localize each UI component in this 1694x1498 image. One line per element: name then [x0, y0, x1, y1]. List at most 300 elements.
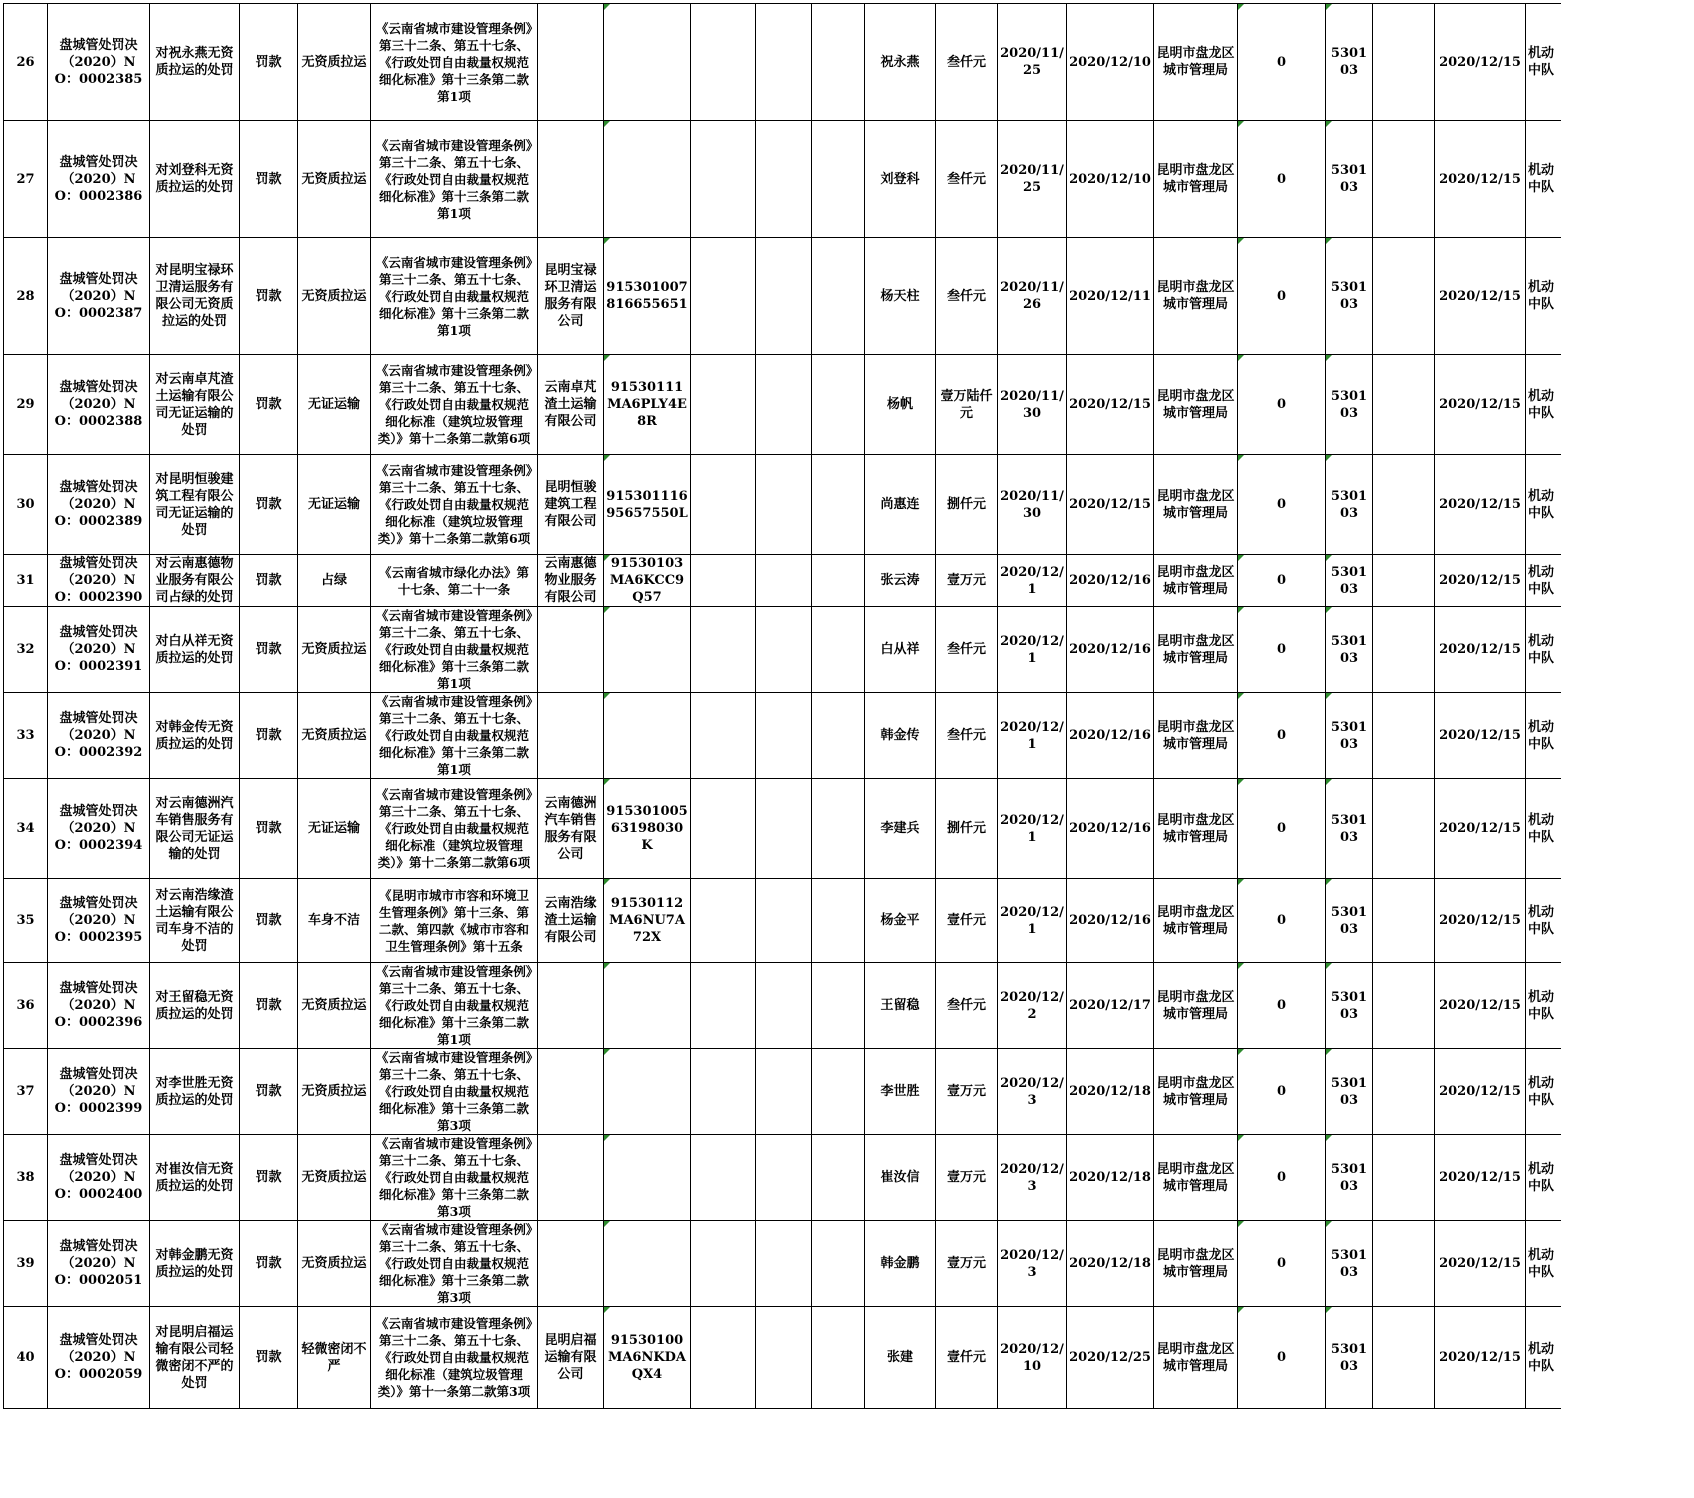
valid-date: 2020/12/18 — [1067, 1049, 1154, 1135]
table-row — [4, 1307, 1561, 1409]
row-number: 32 — [4, 607, 48, 693]
empty-cell-a — [691, 607, 756, 693]
violation: 无证运输 — [298, 455, 371, 555]
legal-basis: 《云南省城市建设管理条例》第三十二条、第五十七条、《行政处罚自由裁量权规范细化标准（建筑垃圾管理类）》第十二条第二款第6项 — [371, 779, 538, 879]
empty-cell-c — [812, 455, 865, 555]
empty-cell-b — [756, 779, 812, 879]
decision-date: 2020/12/3 — [998, 1221, 1067, 1307]
valid-date: 2020/12/10 — [1067, 4, 1154, 121]
decision-number: 盘城管处罚决（2020）NO：0002394 — [48, 779, 150, 879]
area-code: 530103 — [1326, 963, 1373, 1049]
unit-name: 机动中队 — [1526, 963, 1561, 1049]
empty-cell-b — [756, 693, 812, 779]
empty-cell-b — [756, 1135, 812, 1221]
company-name — [538, 607, 604, 693]
valid-date: 2020/12/17 — [1067, 963, 1154, 1049]
status-flag: 0 — [1238, 1049, 1326, 1135]
penalty-records-table — [3, 3, 1561, 1409]
table-row — [4, 455, 1561, 555]
empty-cell-b — [756, 1049, 812, 1135]
valid-date: 2020/12/15 — [1067, 355, 1154, 455]
legal-basis: 《云南省城市建设管理条例》第三十二条、第五十七条、《行政处罚自由裁量权规范细化标准（建筑垃圾管理类）》第十一条第二款第3项 — [371, 1307, 538, 1409]
empty-cell-a — [691, 1307, 756, 1409]
decision-number: 盘城管处罚决（2020）NO：0002391 — [48, 607, 150, 693]
status-flag: 0 — [1238, 693, 1326, 779]
table-row — [4, 1049, 1561, 1135]
company-name: 云南惠德物业服务有限公司 — [538, 555, 604, 607]
credit-code — [604, 693, 691, 779]
decision-number: 盘城管处罚决（2020）NO：0002389 — [48, 455, 150, 555]
unit-name: 机动中队 — [1526, 1135, 1561, 1221]
empty-cell-d — [1373, 1221, 1435, 1307]
credit-code: 91530111695657550L — [604, 455, 691, 555]
valid-date: 2020/12/16 — [1067, 555, 1154, 607]
legal-person: 王留稳 — [865, 963, 936, 1049]
credit-code: 915301007816655651 — [604, 238, 691, 355]
legal-basis: 《云南省城市建设管理条例》第三十二条、第五十七条、《行政处罚自由裁量权规范细化标准》第十三条第二款第1项 — [371, 238, 538, 355]
empty-cell-a — [691, 779, 756, 879]
penalty-type: 罚款 — [240, 963, 298, 1049]
violation: 无证运输 — [298, 779, 371, 879]
publish-date: 2020/12/15 — [1435, 1049, 1526, 1135]
row-number: 28 — [4, 238, 48, 355]
empty-cell-a — [691, 1221, 756, 1307]
valid-date: 2020/12/18 — [1067, 1221, 1154, 1307]
company-name: 云南德洲汽车销售服务有限公司 — [538, 779, 604, 879]
unit-name: 机动中队 — [1526, 1221, 1561, 1307]
authority-name: 昆明市盘龙区城市管理局 — [1154, 779, 1238, 879]
legal-basis: 《云南省城市建设管理条例》第三十二条、第五十七条、《行政处罚自由裁量权规范细化标准（建筑垃圾管理类）》第十二条第二款第6项 — [371, 455, 538, 555]
penalty-amount: 捌仟元 — [936, 779, 998, 879]
violation: 轻微密闭不严 — [298, 1307, 371, 1409]
case-name: 对韩金传无资质拉运的处罚 — [150, 693, 240, 779]
status-flag: 0 — [1238, 555, 1326, 607]
penalty-amount: 捌仟元 — [936, 455, 998, 555]
publish-date: 2020/12/15 — [1435, 4, 1526, 121]
row-number: 30 — [4, 455, 48, 555]
unit-name: 机动中队 — [1526, 455, 1561, 555]
empty-cell-c — [812, 779, 865, 879]
unit-name: 机动中队 — [1526, 879, 1561, 963]
decision-date: 2020/11/25 — [998, 4, 1067, 121]
case-name: 对王留稳无资质拉运的处罚 — [150, 963, 240, 1049]
company-name — [538, 693, 604, 779]
credit-code: 91530103MA6KCC9Q57 — [604, 555, 691, 607]
legal-person: 韩金鹏 — [865, 1221, 936, 1307]
empty-cell-d — [1373, 455, 1435, 555]
company-name — [538, 1221, 604, 1307]
decision-date: 2020/12/1 — [998, 879, 1067, 963]
empty-cell-c — [812, 963, 865, 1049]
authority-name: 昆明市盘龙区城市管理局 — [1154, 879, 1238, 963]
legal-basis: 《云南省城市建设管理条例》第三十二条、第五十七条、《行政处罚自由裁量权规范细化标准》第十三条第二款第3项 — [371, 1049, 538, 1135]
company-name — [538, 1135, 604, 1221]
empty-cell-d — [1373, 607, 1435, 693]
empty-cell-c — [812, 555, 865, 607]
publish-date: 2020/12/15 — [1435, 693, 1526, 779]
authority-name: 昆明市盘龙区城市管理局 — [1154, 355, 1238, 455]
decision-date: 2020/12/1 — [998, 555, 1067, 607]
empty-cell-a — [691, 1135, 756, 1221]
valid-date: 2020/12/25 — [1067, 1307, 1154, 1409]
row-number: 33 — [4, 693, 48, 779]
publish-date: 2020/12/15 — [1435, 1307, 1526, 1409]
case-name: 对刘登科无资质拉运的处罚 — [150, 121, 240, 238]
table-row — [4, 238, 1561, 355]
row-number: 34 — [4, 779, 48, 879]
publish-date: 2020/12/15 — [1435, 555, 1526, 607]
empty-cell-d — [1373, 121, 1435, 238]
empty-cell-d — [1373, 1307, 1435, 1409]
violation: 无资质拉运 — [298, 1135, 371, 1221]
empty-cell-a — [691, 455, 756, 555]
credit-code — [604, 1221, 691, 1307]
credit-code: 91530100MA6NKDAQX4 — [604, 1307, 691, 1409]
unit-name: 机动中队 — [1526, 121, 1561, 238]
empty-cell-a — [691, 693, 756, 779]
decision-date: 2020/12/10 — [998, 1307, 1067, 1409]
empty-cell-b — [756, 121, 812, 238]
valid-date: 2020/12/16 — [1067, 779, 1154, 879]
authority-name: 昆明市盘龙区城市管理局 — [1154, 455, 1238, 555]
empty-cell-a — [691, 238, 756, 355]
valid-date: 2020/12/10 — [1067, 121, 1154, 238]
publish-date: 2020/12/15 — [1435, 238, 1526, 355]
credit-code — [604, 4, 691, 121]
empty-cell-d — [1373, 1049, 1435, 1135]
penalty-type: 罚款 — [240, 779, 298, 879]
empty-cell-a — [691, 963, 756, 1049]
area-code: 530103 — [1326, 1221, 1373, 1307]
area-code: 530103 — [1326, 1049, 1373, 1135]
row-number: 39 — [4, 1221, 48, 1307]
empty-cell-a — [691, 1049, 756, 1135]
penalty-amount: 壹仟元 — [936, 879, 998, 963]
decision-number: 盘城管处罚决（2020）NO：0002387 — [48, 238, 150, 355]
area-code: 530103 — [1326, 1135, 1373, 1221]
credit-code — [604, 121, 691, 238]
unit-name: 机动中队 — [1526, 355, 1561, 455]
empty-cell-d — [1373, 355, 1435, 455]
penalty-type: 罚款 — [240, 879, 298, 963]
authority-name: 昆明市盘龙区城市管理局 — [1154, 238, 1238, 355]
status-flag: 0 — [1238, 1221, 1326, 1307]
case-name: 对昆明启福运输有限公司轻微密闭不严的处罚 — [150, 1307, 240, 1409]
empty-cell-c — [812, 355, 865, 455]
penalty-type: 罚款 — [240, 238, 298, 355]
legal-person: 杨帆 — [865, 355, 936, 455]
area-code: 530103 — [1326, 238, 1373, 355]
empty-cell-b — [756, 963, 812, 1049]
empty-cell-d — [1373, 4, 1435, 121]
empty-cell-d — [1373, 1135, 1435, 1221]
table-row — [4, 355, 1561, 455]
decision-number: 盘城管处罚决（2020）NO：0002059 — [48, 1307, 150, 1409]
empty-cell-b — [756, 607, 812, 693]
authority-name: 昆明市盘龙区城市管理局 — [1154, 693, 1238, 779]
unit-name: 机动中队 — [1526, 238, 1561, 355]
empty-cell-c — [812, 879, 865, 963]
decision-number: 盘城管处罚决（2020）NO：0002385 — [48, 4, 150, 121]
status-flag: 0 — [1238, 779, 1326, 879]
area-code: 530103 — [1326, 355, 1373, 455]
valid-date: 2020/12/16 — [1067, 693, 1154, 779]
table-row — [4, 4, 1561, 121]
area-code: 530103 — [1326, 4, 1373, 121]
decision-date: 2020/11/30 — [998, 455, 1067, 555]
publish-date: 2020/12/15 — [1435, 879, 1526, 963]
legal-basis: 《云南省城市建设管理条例》第三十二条、第五十七条、《行政处罚自由裁量权规范细化标准》第十三条第二款第1项 — [371, 607, 538, 693]
penalty-type: 罚款 — [240, 1307, 298, 1409]
legal-basis: 《云南省城市建设管理条例》第三十二条、第五十七条、《行政处罚自由裁量权规范细化标准》第十三条第二款第1项 — [371, 693, 538, 779]
company-name: 昆明恒骏建筑工程有限公司 — [538, 455, 604, 555]
credit-code: 91530111MA6PLY4E8R — [604, 355, 691, 455]
company-name — [538, 1049, 604, 1135]
decision-number: 盘城管处罚决（2020）NO：0002392 — [48, 693, 150, 779]
status-flag: 0 — [1238, 455, 1326, 555]
empty-cell-b — [756, 879, 812, 963]
row-number: 37 — [4, 1049, 48, 1135]
decision-number: 盘城管处罚决（2020）NO：0002400 — [48, 1135, 150, 1221]
empty-cell-b — [756, 1221, 812, 1307]
valid-date: 2020/12/11 — [1067, 238, 1154, 355]
unit-name: 机动中队 — [1526, 779, 1561, 879]
credit-code — [604, 607, 691, 693]
penalty-amount: 叁仟元 — [936, 238, 998, 355]
legal-basis: 《云南省城市建设管理条例》第三十二条、第五十七条、《行政处罚自由裁量权规范细化标准》第十三条第二款第1项 — [371, 4, 538, 121]
authority-name: 昆明市盘龙区城市管理局 — [1154, 1049, 1238, 1135]
penalty-type: 罚款 — [240, 121, 298, 238]
violation: 无证运输 — [298, 355, 371, 455]
case-name: 对昆明宝禄环卫清运服务有限公司无资质拉运的处罚 — [150, 238, 240, 355]
authority-name: 昆明市盘龙区城市管理局 — [1154, 963, 1238, 1049]
status-flag: 0 — [1238, 607, 1326, 693]
status-flag: 0 — [1238, 4, 1326, 121]
empty-cell-d — [1373, 238, 1435, 355]
decision-date: 2020/12/1 — [998, 779, 1067, 879]
legal-person: 张云涛 — [865, 555, 936, 607]
publish-date: 2020/12/15 — [1435, 1221, 1526, 1307]
company-name — [538, 121, 604, 238]
valid-date: 2020/12/18 — [1067, 1135, 1154, 1221]
decision-number: 盘城管处罚决（2020）NO：0002395 — [48, 879, 150, 963]
authority-name: 昆明市盘龙区城市管理局 — [1154, 1307, 1238, 1409]
violation: 无资质拉运 — [298, 121, 371, 238]
publish-date: 2020/12/15 — [1435, 355, 1526, 455]
case-name: 对云南德洲汽车销售服务有限公司无证运输的处罚 — [150, 779, 240, 879]
empty-cell-a — [691, 355, 756, 455]
violation: 无资质拉运 — [298, 963, 371, 1049]
row-number: 29 — [4, 355, 48, 455]
decision-date: 2020/12/3 — [998, 1049, 1067, 1135]
case-name: 对李世胜无资质拉运的处罚 — [150, 1049, 240, 1135]
area-code: 530103 — [1326, 879, 1373, 963]
legal-person: 刘登科 — [865, 121, 936, 238]
valid-date: 2020/12/15 — [1067, 455, 1154, 555]
penalty-type: 罚款 — [240, 607, 298, 693]
legal-person: 韩金传 — [865, 693, 936, 779]
legal-basis: 《云南省城市建设管理条例》第三十二条、第五十七条、《行政处罚自由裁量权规范细化标准（建筑垃圾管理类）》第十二条第二款第6项 — [371, 355, 538, 455]
empty-cell-c — [812, 121, 865, 238]
credit-code — [604, 1049, 691, 1135]
authority-name: 昆明市盘龙区城市管理局 — [1154, 555, 1238, 607]
status-flag: 0 — [1238, 879, 1326, 963]
legal-person: 李世胜 — [865, 1049, 936, 1135]
area-code: 530103 — [1326, 1307, 1373, 1409]
valid-date: 2020/12/16 — [1067, 879, 1154, 963]
table-row — [4, 963, 1561, 1049]
company-name: 云南浩缘渣土运输有限公司 — [538, 879, 604, 963]
legal-person: 祝永燕 — [865, 4, 936, 121]
publish-date: 2020/12/15 — [1435, 963, 1526, 1049]
table-row — [4, 555, 1561, 607]
empty-cell-d — [1373, 963, 1435, 1049]
row-number: 36 — [4, 963, 48, 1049]
violation: 占绿 — [298, 555, 371, 607]
empty-cell-d — [1373, 879, 1435, 963]
legal-basis: 《云南省城市绿化办法》第十七条、第二十一条 — [371, 555, 538, 607]
empty-cell-a — [691, 121, 756, 238]
publish-date: 2020/12/15 — [1435, 1135, 1526, 1221]
case-name: 对云南惠德物业服务有限公司占绿的处罚 — [150, 555, 240, 607]
company-name — [538, 4, 604, 121]
penalty-type: 罚款 — [240, 555, 298, 607]
unit-name: 机动中队 — [1526, 4, 1561, 121]
penalty-amount: 叁仟元 — [936, 121, 998, 238]
legal-person: 尚惠连 — [865, 455, 936, 555]
row-number: 38 — [4, 1135, 48, 1221]
table-row — [4, 1221, 1561, 1307]
decision-date: 2020/11/30 — [998, 355, 1067, 455]
penalty-amount: 壹万元 — [936, 1049, 998, 1135]
area-code: 530103 — [1326, 455, 1373, 555]
penalty-amount: 壹万元 — [936, 1135, 998, 1221]
penalty-amount: 壹仟元 — [936, 1307, 998, 1409]
penalty-amount: 壹万元 — [936, 1221, 998, 1307]
penalty-type: 罚款 — [240, 693, 298, 779]
legal-basis: 《云南省城市建设管理条例》第三十二条、第五十七条、《行政处罚自由裁量权规范细化标准》第十三条第二款第1项 — [371, 121, 538, 238]
decision-number: 盘城管处罚决（2020）NO：0002051 — [48, 1221, 150, 1307]
empty-cell-d — [1373, 555, 1435, 607]
legal-person: 张建 — [865, 1307, 936, 1409]
status-flag: 0 — [1238, 121, 1326, 238]
legal-basis: 《云南省城市建设管理条例》第三十二条、第五十七条、《行政处罚自由裁量权规范细化标准》第十三条第二款第3项 — [371, 1135, 538, 1221]
authority-name: 昆明市盘龙区城市管理局 — [1154, 1135, 1238, 1221]
empty-cell-c — [812, 693, 865, 779]
table-row — [4, 879, 1561, 963]
case-name: 对云南浩缘渣土运输有限公司车身不洁的处罚 — [150, 879, 240, 963]
decision-date: 2020/11/26 — [998, 238, 1067, 355]
case-name: 对云南卓芃渣土运输有限公司无证运输的处罚 — [150, 355, 240, 455]
empty-cell-b — [756, 4, 812, 121]
empty-cell-a — [691, 555, 756, 607]
penalty-type: 罚款 — [240, 4, 298, 121]
decision-number: 盘城管处罚决（2020）NO：0002386 — [48, 121, 150, 238]
empty-cell-b — [756, 1307, 812, 1409]
unit-name: 机动中队 — [1526, 1307, 1561, 1409]
credit-code — [604, 963, 691, 1049]
penalty-amount: 叁仟元 — [936, 963, 998, 1049]
credit-code: 91530100563198030K — [604, 779, 691, 879]
legal-person: 杨天柱 — [865, 238, 936, 355]
decision-number: 盘城管处罚决（2020）NO：0002396 — [48, 963, 150, 1049]
authority-name: 昆明市盘龙区城市管理局 — [1154, 4, 1238, 121]
legal-basis: 《昆明市城市市容和环境卫生管理条例》第十三条、第二款、第四款《城市市容和卫生管理条例》第十五条 — [371, 879, 538, 963]
empty-cell-b — [756, 238, 812, 355]
penalty-type: 罚款 — [240, 355, 298, 455]
status-flag: 0 — [1238, 355, 1326, 455]
unit-name: 机动中队 — [1526, 1049, 1561, 1135]
company-name: 昆明宝禄环卫清运服务有限公司 — [538, 238, 604, 355]
publish-date: 2020/12/15 — [1435, 121, 1526, 238]
violation: 无资质拉运 — [298, 1049, 371, 1135]
area-code: 530103 — [1326, 779, 1373, 879]
table-row — [4, 607, 1561, 693]
penalty-amount: 壹万陆仟元 — [936, 355, 998, 455]
valid-date: 2020/12/16 — [1067, 607, 1154, 693]
area-code: 530103 — [1326, 555, 1373, 607]
decision-date: 2020/12/2 — [998, 963, 1067, 1049]
case-name: 对白从祥无资质拉运的处罚 — [150, 607, 240, 693]
case-name: 对崔汝信无资质拉运的处罚 — [150, 1135, 240, 1221]
row-number: 26 — [4, 4, 48, 121]
row-number: 35 — [4, 879, 48, 963]
row-number: 27 — [4, 121, 48, 238]
decision-date: 2020/12/1 — [998, 693, 1067, 779]
empty-cell-a — [691, 879, 756, 963]
row-number: 40 — [4, 1307, 48, 1409]
unit-name: 机动中队 — [1526, 555, 1561, 607]
legal-person: 李建兵 — [865, 779, 936, 879]
violation: 无资质拉运 — [298, 607, 371, 693]
legal-person: 崔汝信 — [865, 1135, 936, 1221]
penalty-type: 罚款 — [240, 1049, 298, 1135]
status-flag: 0 — [1238, 1135, 1326, 1221]
penalty-amount: 叁仟元 — [936, 4, 998, 121]
empty-cell-d — [1373, 779, 1435, 879]
company-name: 昆明启福运输有限公司 — [538, 1307, 604, 1409]
table-row — [4, 1135, 1561, 1221]
status-flag: 0 — [1238, 963, 1326, 1049]
unit-name: 机动中队 — [1526, 693, 1561, 779]
area-code: 530103 — [1326, 693, 1373, 779]
table-row — [4, 693, 1561, 779]
table-body — [4, 4, 1561, 1409]
credit-code: 91530112MA6NU7A72X — [604, 879, 691, 963]
penalty-amount: 叁仟元 — [936, 607, 998, 693]
penalty-type: 罚款 — [240, 1135, 298, 1221]
empty-cell-c — [812, 238, 865, 355]
empty-cell-c — [812, 1307, 865, 1409]
violation: 无资质拉运 — [298, 238, 371, 355]
publish-date: 2020/12/15 — [1435, 607, 1526, 693]
row-number: 31 — [4, 555, 48, 607]
empty-cell-d — [1373, 693, 1435, 779]
decision-date: 2020/12/3 — [998, 1135, 1067, 1221]
decision-number: 盘城管处罚决（2020）NO：0002390 — [48, 555, 150, 607]
decision-number: 盘城管处罚决（2020）NO：0002399 — [48, 1049, 150, 1135]
penalty-amount: 壹万元 — [936, 555, 998, 607]
empty-cell-c — [812, 1049, 865, 1135]
legal-basis: 《云南省城市建设管理条例》第三十二条、第五十七条、《行政处罚自由裁量权规范细化标准》第十三条第二款第3项 — [371, 1221, 538, 1307]
company-name: 云南卓芃渣土运输有限公司 — [538, 355, 604, 455]
violation: 无资质拉运 — [298, 4, 371, 121]
penalty-type: 罚款 — [240, 455, 298, 555]
company-name — [538, 963, 604, 1049]
violation: 车身不洁 — [298, 879, 371, 963]
penalty-amount: 叁仟元 — [936, 693, 998, 779]
empty-cell-a — [691, 4, 756, 121]
